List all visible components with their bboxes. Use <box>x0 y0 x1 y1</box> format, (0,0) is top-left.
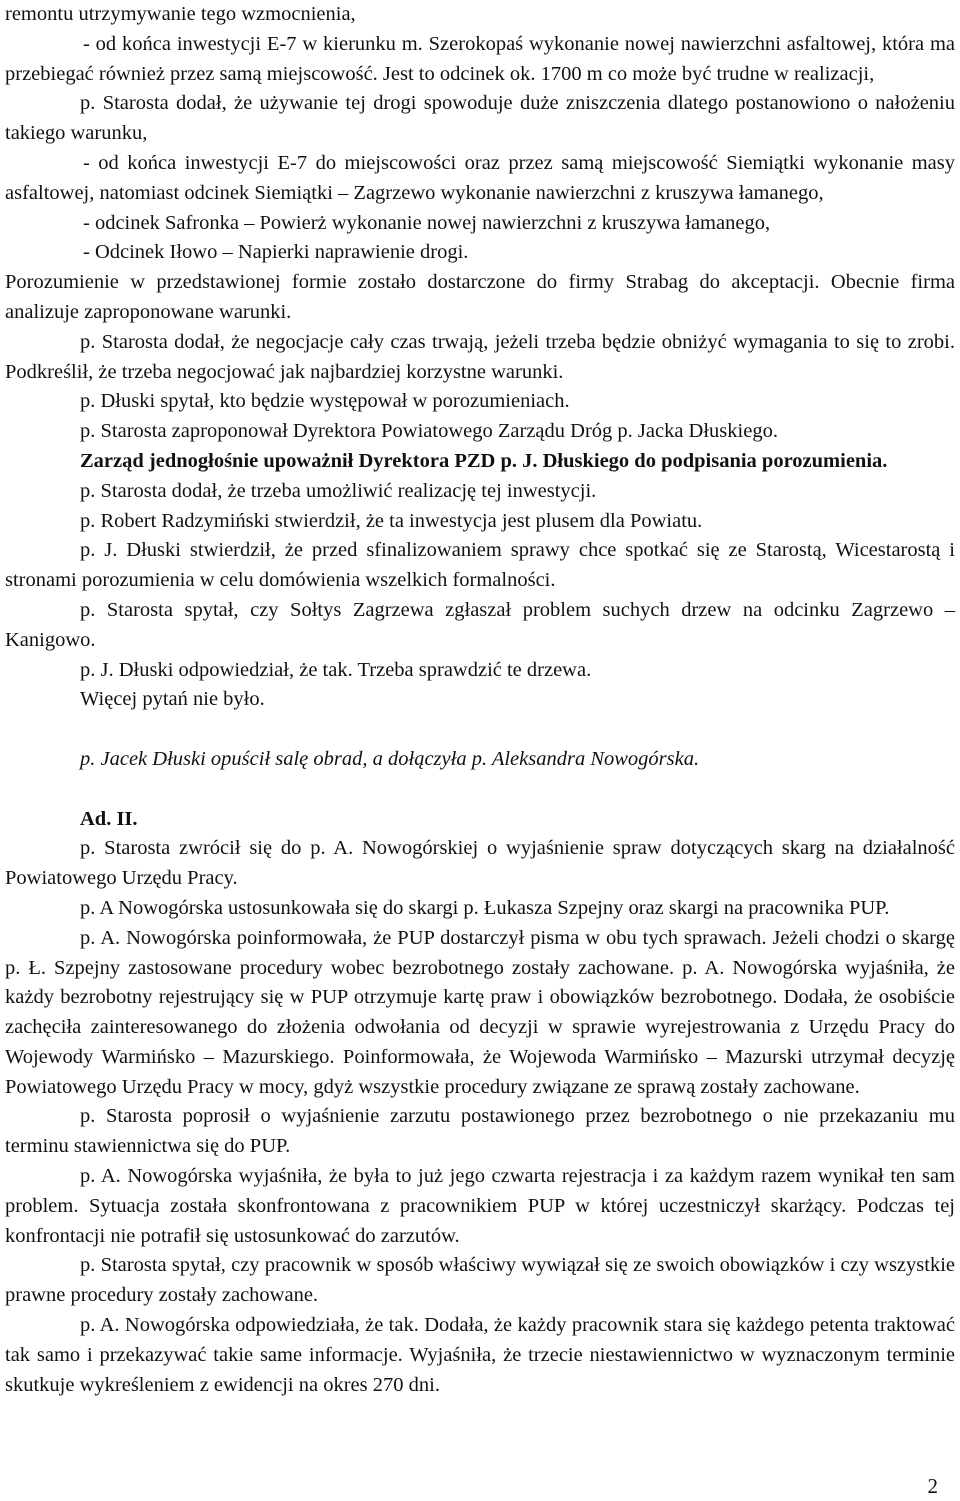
paragraph: p. A. Nowogórska odpowiedziała, że tak. Dodała, że każdy pracownik stara się każdego petenta traktować tak samo i przekazywać takie same informacje. Wyjaśniła, że trzecie niestawiennictwo w wyznaczonym terminie skutkuje wykreśleniem z ewidencji na okres 270 dni. <box>5 1314 955 1396</box>
paragraph: Zarząd jednogłośnie upoważnił Dyrektora PZD p. J. Dłuskiego do podpisania porozumienia. <box>80 449 888 472</box>
paragraph: Porozumienie w przedstawionej formie zostało dostarczone do firmy Strabag do akceptacji. Obecnie firma analizuje zaproponowane warunki. <box>5 271 955 323</box>
paragraph: p. Starosta zwrócił się do p. A. Nowogórskiej o wyjaśnienie spraw dotyczących skarg na działalność Powiatowego Urzędu Pracy. <box>5 837 955 890</box>
paragraph: p. Starosta dodał, że używanie tej drogi spowoduje duże zniszczenia dlatego postanowiono o nałożeniu takiego warunku, <box>5 92 955 145</box>
paragraph: p. A Nowogórska ustosunkowała się do skargi p. Łukasza Szpejny oraz skargi na pracownika PUP. <box>80 896 890 919</box>
paragraph: p. J. Dłuski odpowiedział, że tak. Trzeba sprawdzić te drzewa. <box>80 658 592 681</box>
paragraph: p. A. Nowogórska poinformowała, że PUP dostarczył pisma w obu tych sprawach. Jeżeli chodzi o skargę p. Ł. Szpejny zastosowane procedury wobec bezrobotnego zostały zachowane. p. A. Nowogórska wyjaśniła, że każdy bezrobotny rejestrujący się w PUP otrzymuje kartę praw i obowiązków bezrobotnego. Dodała, że osobiście zachęciła zainteresowanego do złożenia odwołania od decyzji w sprawie wyrejestrowania z Urzędu Pracy do Wojewody Warmińsko – Mazurskiego. Poinformowała, że Wojewoda Warmińsko – Mazurski utrzymał decyzję Powiatowego Urzędu Pracy w mocy, gdyż wszystkie procedury związane ze sprawą zostały zachowane. <box>5 926 955 1098</box>
blank-line <box>5 715 955 745</box>
paragraph: Ad. II. <box>80 807 138 830</box>
paragraph: p. A. Nowogórska wyjaśniła, że była to już jego czwarta rejestracja i za każdym razem wynikał ten sam problem. Sytuacja została skonfrontowana z pracownikiem PUP w której uczestniczył skarżący. Podczas tej konfrontacji nie potrafił się ustosunkować do zarzutów. <box>5 1165 955 1247</box>
paragraph: p. Starosta spytał, czy pracownik w sposób właściwy wywiązał się ze swoich obowiązków i czy wszystkie prawne procedury zostały zachowane. <box>5 1254 955 1307</box>
paragraph: p. Starosta spytał, czy Sołtys Zagrzewa zgłaszał problem suchych drzew na odcinku Zagrzewo – Kanigowo. <box>5 598 955 651</box>
page-number: 2 <box>927 1474 938 1498</box>
paragraph: p. J. Dłuski stwierdził, że przed sfinalizowaniem sprawy chce spotkać się ze Starostą, Wicestarostą i stronami porozumienia w celu domówienia wszelkich formalności. <box>5 539 955 592</box>
paragraph: - od końca inwestycji E-7 do miejscowości oraz przez samą miejscowość Siemiątki wykonanie masy asfaltowej, natomiast odcinek Siemiątki – Zagrzewo wykonanie nawierzchni z kruszywa łamanego, <box>5 151 955 204</box>
paragraph: p. Starosta zaproponował Dyrektora Powiatowego Zarządu Dróg p. Jacka Dłuskiego. <box>80 420 778 443</box>
paragraph: p. Starosta dodał, że negocjacje cały czas trwają, jeżeli trzeba będzie obniżyć wymagania to się to zrobi. Podkreślił, że trzeba negocjować jak najbardziej korzystne warunki. <box>5 330 955 383</box>
blank-line <box>5 775 955 805</box>
paragraph: p. Robert Radzymiński stwierdził, że ta inwestycja jest plusem dla Powiatu. <box>80 509 703 532</box>
paragraph: p. Dłuski spytał, kto będzie występował w porozumieniach. <box>80 390 570 413</box>
paragraph: - Odcinek Iłowo – Napierki naprawienie drogi. <box>83 241 469 264</box>
paragraph: remontu utrzymywanie tego wzmocnienia, <box>5 3 356 25</box>
paragraph: p. Jacek Dłuski opuścił salę obrad, a dołączyła p. Aleksandra Nowogórska. <box>80 747 700 770</box>
paragraph: - odcinek Safronka – Powierż wykonanie nowej nawierzchni z kruszywa łamanego, <box>83 211 771 234</box>
document-body <box>5 0 955 1400</box>
paragraph: - od końca inwestycji E-7 w kierunku m. Szerokopaś wykonanie nowej nawierzchni asfaltowej, która ma przebiegać również przez samą miejscowość. Jest to odcinek ok. 1700 m co może być trudne w realizacji, <box>5 32 955 85</box>
paragraph: p. Starosta dodał, że trzeba umożliwić realizację tej inwestycji. <box>80 479 597 502</box>
paragraph: Więcej pytań nie było. <box>80 688 265 711</box>
paragraph: p. Starosta poprosił o wyjaśnienie zarzutu postawionego przez bezrobotnego o nie przekazaniu mu terminu stawiennictwa się do PUP. <box>5 1105 955 1158</box>
